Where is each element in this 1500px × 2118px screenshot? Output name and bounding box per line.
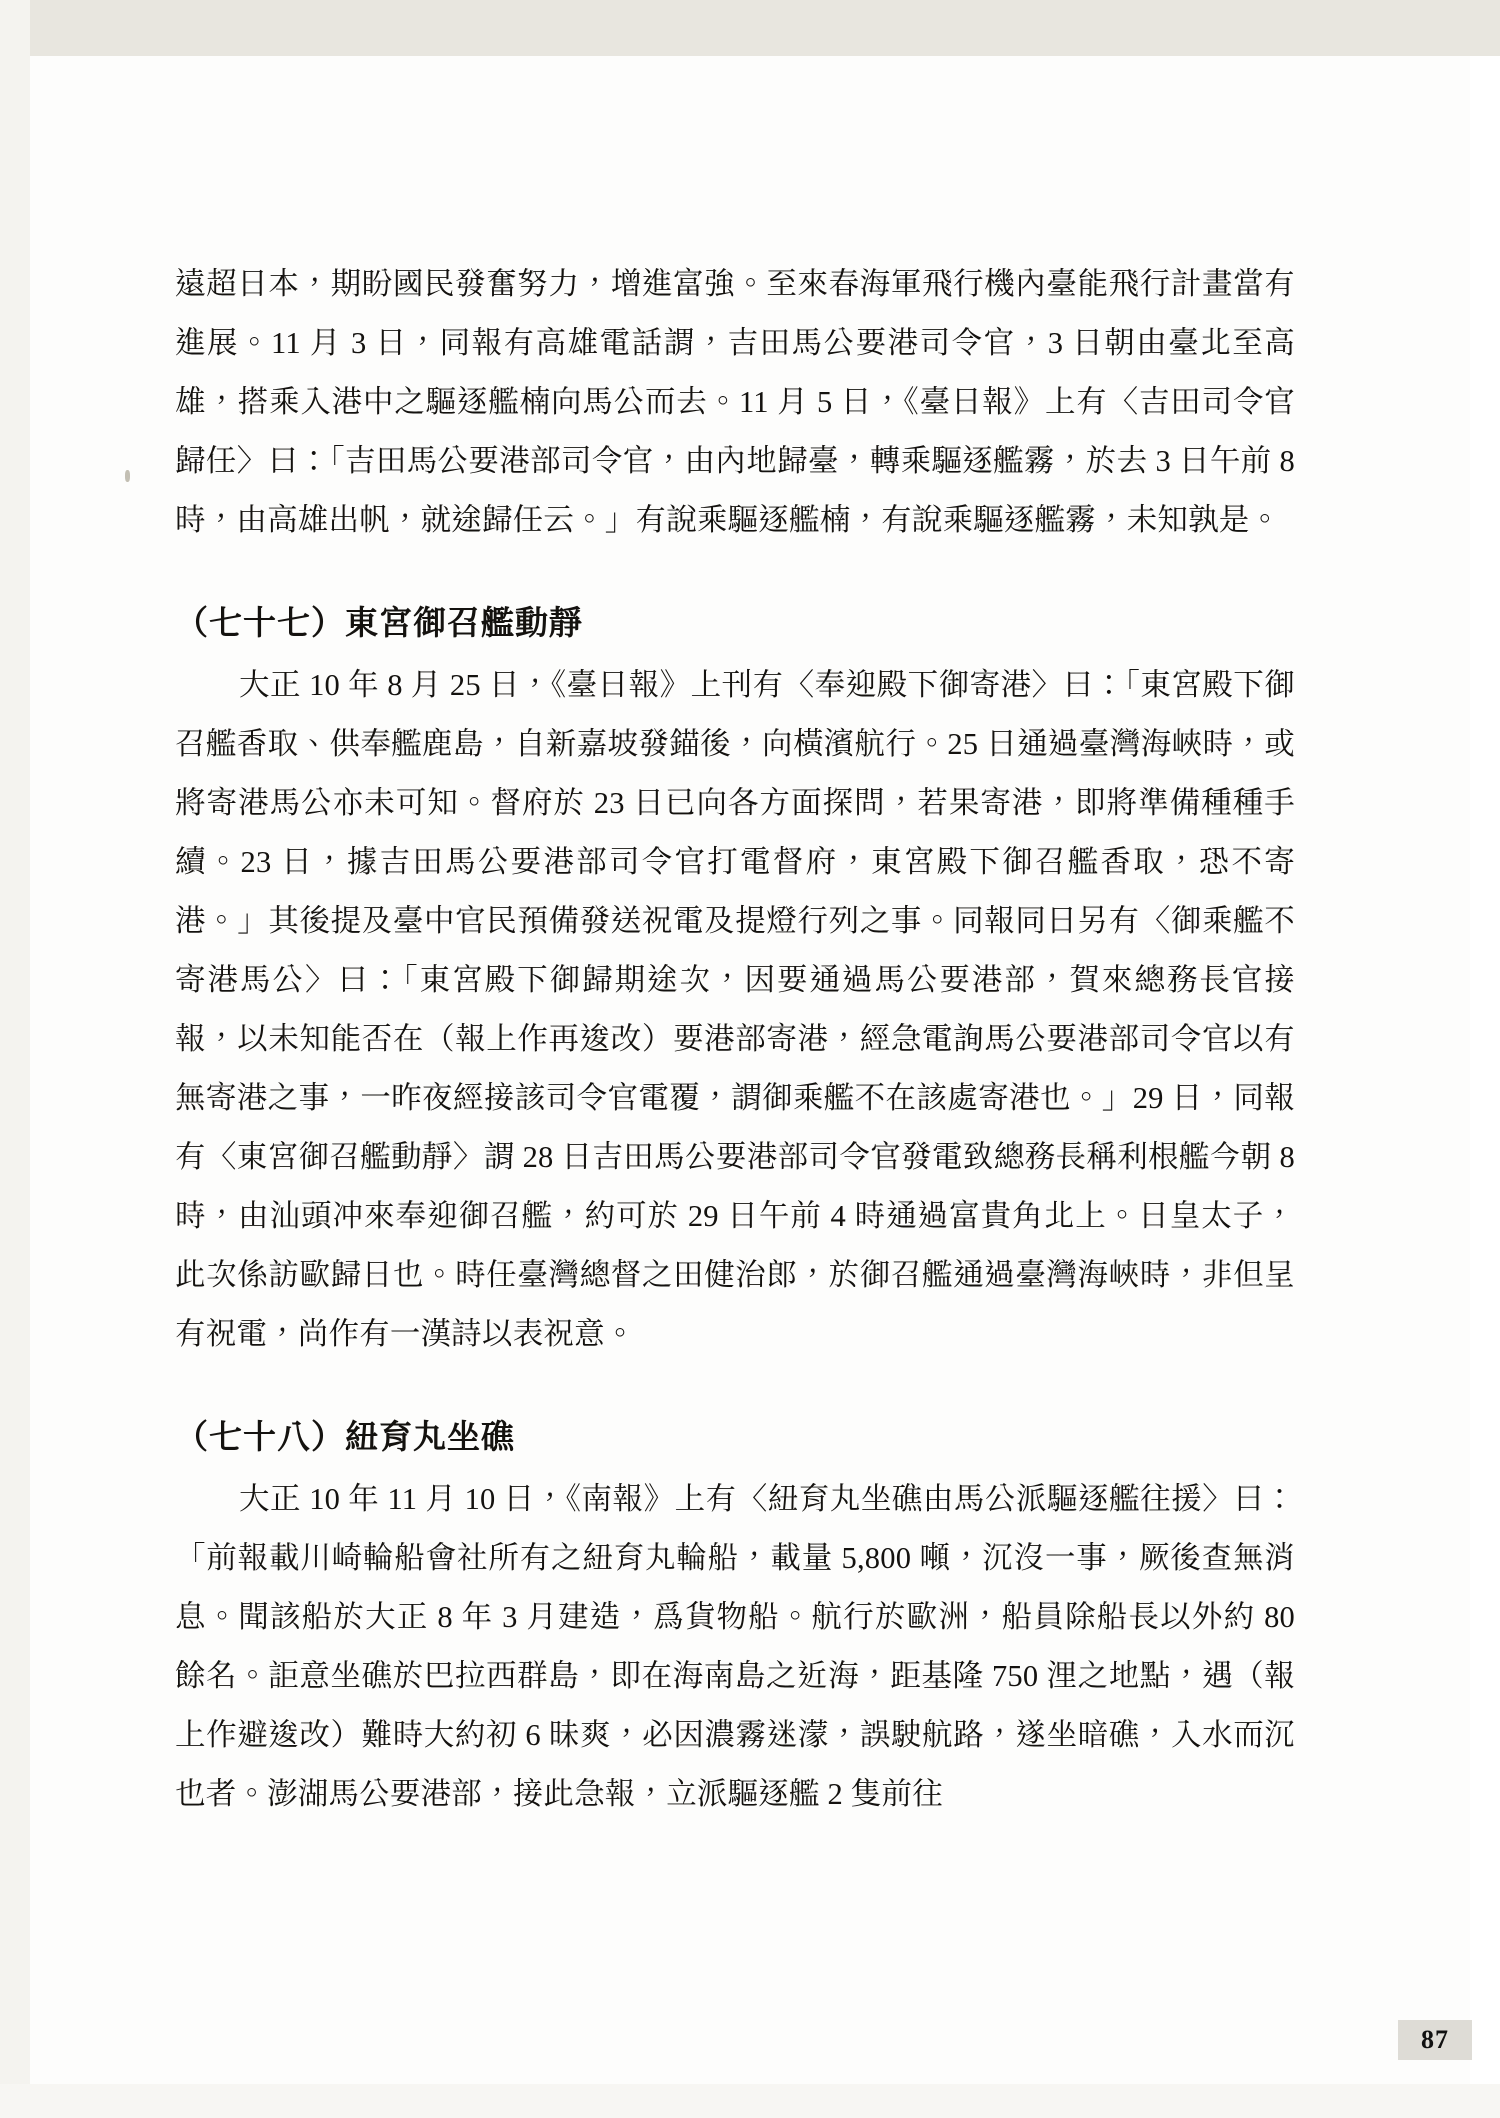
- body-paragraph: 大正 10 年 8 月 25 日，《臺日報》上刊有〈奉迎殿下御寄港〉曰：「東宮殿下御召艦香取、供奉艦鹿島，自新嘉坡發錨後，向橫濱航行。25 日通過臺灣海峽時，或將寄港馬公亦未可知。督府於 23 日已向各方面探問，若果寄港，即將準備種種手續。23 日，據吉田馬公要港部司令官打電督府，東宮殿下御召艦香取，恐不寄港。」其後提及臺中官民預備發送祝電及提燈行列之事。同報同日另有〈御乘艦不寄港馬公〉曰：「東宮殿下御歸期途次，因要通過馬公要港部，賀來總務長官接報，以未知能否在（報上作再逡改）要港部寄港，經急電詢馬公要港部司令官以有無寄港之事，一昨夜經接該司令官電覆，謂御乘艦不在該處寄港也。」29 日，同報有〈東宮御召艦動靜〉謂 28 日吉田馬公要港部司令官發電致總務長稱利根艦今朝 8 時，由汕頭冲來奉迎御召艦，約可於 29 日午前 4 時通過富貴角北上。日皇太子，此次係訪歐歸日也。時任臺灣總督之田健治郎，於御召艦通過臺灣海峽時，非但呈有祝電，尚作有一漢詩以表祝意。: [175, 668, 1295, 1351]
- paper-speck: [125, 470, 130, 482]
- section-heading-78: （七十八）紐育丸坐礁: [175, 1417, 515, 1456]
- scan-edge-top: [0, 0, 1500, 56]
- body-paragraph: 遠超日本，期盼國民發奮努力，增進富強。至來春海軍飛行機內臺能飛行計畫當有進展。11 月 3 日，同報有高雄電話謂，吉田馬公要港司令官，3 日朝由臺北至高雄，搭乘入港中之驅逐艦楠向馬公而去。11 月 5 日，《臺日報》上有〈吉田司令官歸任〉曰：「吉田馬公要港部司令官，由內地歸臺，轉乘驅逐艦霧，於去 3 日午前 8 時，由高雄出帆，就途歸任云。」有說乘驅逐艦楠，有說乘驅逐艦霧，未知孰是。: [175, 267, 1295, 537]
- scan-edge-bottom: [0, 2084, 1500, 2118]
- page-body: [175, 255, 1295, 1824]
- page-number: 87: [1398, 2020, 1472, 2060]
- scan-edge-left: [0, 0, 30, 2118]
- section-heading-77: （七十七）東宮御召艦動靜: [175, 603, 583, 642]
- body-paragraph: 大正 10 年 11 月 10 日，《南報》上有〈紐育丸坐礁由馬公派驅逐艦往援〉曰：「前報載川崎輪船會社所有之紐育丸輪船，載量 5,800 噸，沉沒一事，厥後查無消息。聞該船於大正 8 年 3 月建造，爲貨物船。航行於歐洲，船員除船長以外約 80 餘名。詎意坐礁於巴拉西群島，即在海南島之近海，距基隆 750 浬之地點，遇（報上作避逡改）難時大約初 6 昧爽，必因濃霧迷濛，誤駛航路，遂坐暗礁，入水而沉也者。澎湖馬公要港部，接此急報，立派驅逐艦 2 隻前往: [175, 1482, 1295, 1811]
